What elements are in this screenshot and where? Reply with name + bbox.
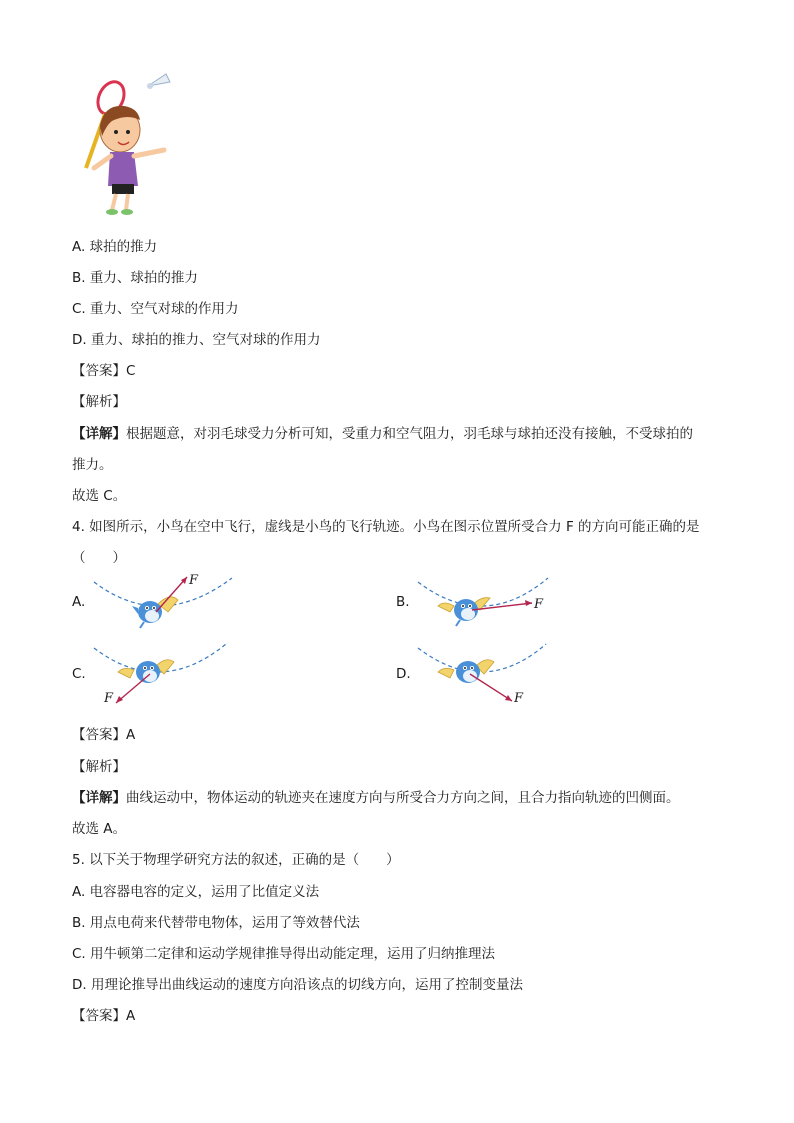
q3-option-a: A. 球拍的推力 (72, 239, 158, 255)
q4-option-c-force-label: F (104, 691, 114, 706)
q4-option-c-label: C. (72, 666, 86, 682)
q4-answer: 【答案】A (72, 727, 136, 743)
q3-answer: 【答案】C (72, 363, 136, 379)
q5-option-a: A. 电容器电容的定义，运用了比值定义法 (72, 884, 320, 900)
q3-detail-line1 (72, 422, 693, 442)
q5-stem: 5. 以下关于物理学研究方法的叙述，正确的是（ ） (72, 852, 400, 868)
q3-option-c: C. 重力、空气对球的作用力 (72, 301, 239, 317)
q3-conclusion: 故选 C。 (72, 488, 127, 504)
bird-icon (132, 597, 178, 628)
q4-option-c-figure (90, 640, 240, 716)
q4-conclusion: 故选 A。 (72, 821, 127, 837)
q5-option-b: B. 用点电荷来代替带电物体，运用了等效替代法 (72, 915, 360, 931)
q4-analysis-heading: 【解析】 (72, 759, 126, 775)
bird-icon (118, 660, 174, 683)
q4-option-b-label: B. (396, 594, 410, 610)
q4-option-d-label: D. (396, 666, 411, 682)
q4-option-a-label: A. (72, 594, 86, 610)
q4-stem-line1: 4. 如图所示，小鸟在空中飞行，虚线是小鸟的飞行轨迹。小鸟在图示位置所受合力 F 的方向可能正确的是 (72, 519, 700, 535)
q4-option-d-figure (414, 640, 564, 716)
q5-answer: 【答案】A (72, 1008, 136, 1024)
q3-detail-tag: 【详解】 (72, 426, 126, 442)
bird-icon (438, 598, 490, 626)
q3-detail-text: 根据题意，对羽毛球受力分析可知，受重力和空气阻力，羽毛球与球拍还没有接触，不受球拍的 (126, 426, 693, 442)
q4-option-b-figure (414, 570, 564, 644)
q4-option-a-force-label: F (189, 573, 199, 588)
q4-stem-line2: （ ） (72, 550, 126, 566)
q4-detail-line (72, 786, 680, 806)
q3-option-b: B. 重力、球拍的推力 (72, 270, 198, 286)
shuttlecock-icon (147, 74, 170, 89)
bird-icon (438, 660, 494, 683)
q3-option-d: D. 重力、球拍的推力、空气对球的作用力 (72, 332, 321, 348)
q4-detail-tag: 【详解】 (72, 790, 126, 806)
q4-detail-text: 曲线运动中，物体运动的轨迹夹在速度方向与所受合力方向之间，且合力指向轨迹的凹侧面。 (126, 790, 680, 806)
q3-analysis-heading: 【解析】 (72, 394, 126, 410)
q4-option-b-force-label: F (534, 597, 544, 612)
q5-option-c: C. 用牛顿第二定律和运动学规律推导得出动能定理，运用了归纳推理法 (72, 946, 496, 962)
q4-option-a-figure (90, 570, 240, 644)
q5-option-d: D. 用理论推导出曲线运动的速度方向沿该点的切线方向，运用了控制变量法 (72, 977, 523, 993)
q4-option-d-force-label: F (514, 691, 524, 706)
q3-detail-line2: 推力。 (72, 457, 113, 473)
badminton-player-illustration (78, 68, 178, 218)
